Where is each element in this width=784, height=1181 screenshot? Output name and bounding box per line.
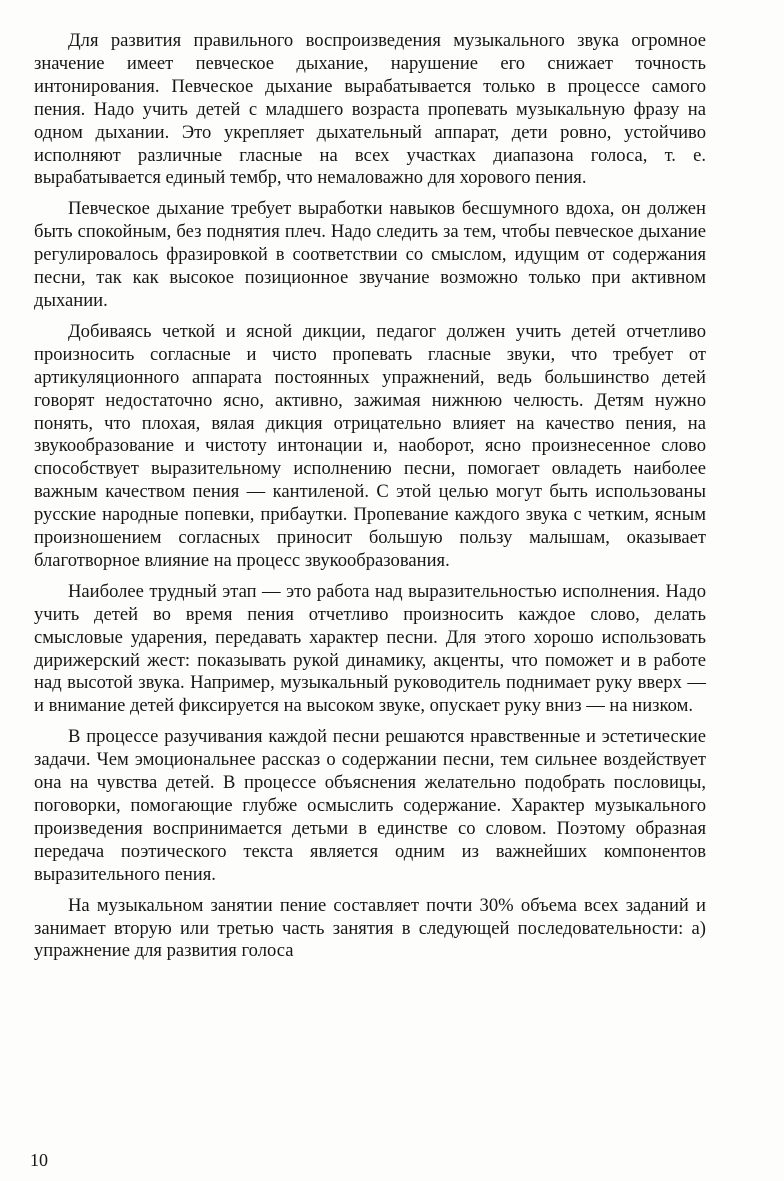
paragraph-lesson-structure: На музыкальном занятии пение составляет почти 30% объема всех заданий и занимает вторую или третью часть занятия в следующей последовательности: а) упражнение для развития голоса: [34, 894, 706, 962]
paragraph-singing-breath: Певческое дыхание требует выработки навыков бесшумного вдоха, он должен быть спокойным, без поднятия плеч. Надо следить за тем, чтобы певческое дыхание регулировалось фразировкой в соответствии со смыслом, идущим от содержания песни, так как высокое позиционное звучание возможно только при активном дыхании.: [34, 198, 706, 311]
body-text: [34, 30, 706, 971]
paragraph-moral-aesthetic: В процессе разучивания каждой песни решаются нравственные и эстетические задачи. Чем эмоциональнее рассказ о содержании песни, тем сильнее воздействует она на чувства детей. В процессе объяснения желательно подобрать пословицы, поговорки, помогающие глубже осмыслить содержание. Характер музыкального произведения воспринимается детьми в единстве со словом. Поэтому образная передача поэтического текста является одним из важнейших компонентов выразительного пения.: [34, 726, 706, 885]
paragraph-expressiveness: Наиболее трудный этап — это работа над выразительностью исполнения. Надо учить детей во время пения отчетливо произносить каждое слово, делать смысловые ударения, передавать характер песни. Для этого хорошо использовать дирижерский жест: показывать рукой динамику, акценты, что поможет и в работе над высотой звука. Например, музыкальный руководитель поднимает руку вверх — и внимание детей фиксируется на высоком звуке, опускает руку вниз — на низком.: [34, 580, 706, 717]
page-number: 10: [30, 1150, 48, 1170]
paragraph-diction: Добиваясь четкой и ясной дикции, педагог должен учить детей отчетливо произносить согласные и чисто пропевать гласные звуки, что требует от артикуляционного аппарата постоянных упражнений, ведь большинство детей говорят недостаточно ясно, активно, зажимая нижнюю челюсть. Детям нужно понять, что плохая, вялая дикция отрицательно влияет на качество пения, на звукообразование и чистоту интонации и, наоборот, ясно произнесенное слово способствует выразительному исполнению песни, помогает овладеть наиболее важным качеством пения — кантиленой. С этой целью могут быть использованы русские народные попевки, прибаутки. Пропевание каждого звука с четким, ясным произношением согласных приносит большую пользу малышам, оказывает благотворное влияние на процесс звукообразования.: [34, 320, 706, 571]
paragraph-breathing: Для развития правильного воспроизведения музыкального звука огромное значение имеет певческое дыхание, нарушение его снижает точность интонирования. Певческое дыхание вырабатывается только в процессе самого пения. Надо учить детей с младшего возраста пропевать музыкальную фразу на одном дыхании. Это укрепляет дыхательный аппарат, дети ровно, устойчиво исполняют различные гласные на всех участках диапазона голоса, т. е. вырабатывается единый тембр, что немаловажно для хорового пения.: [34, 30, 706, 189]
